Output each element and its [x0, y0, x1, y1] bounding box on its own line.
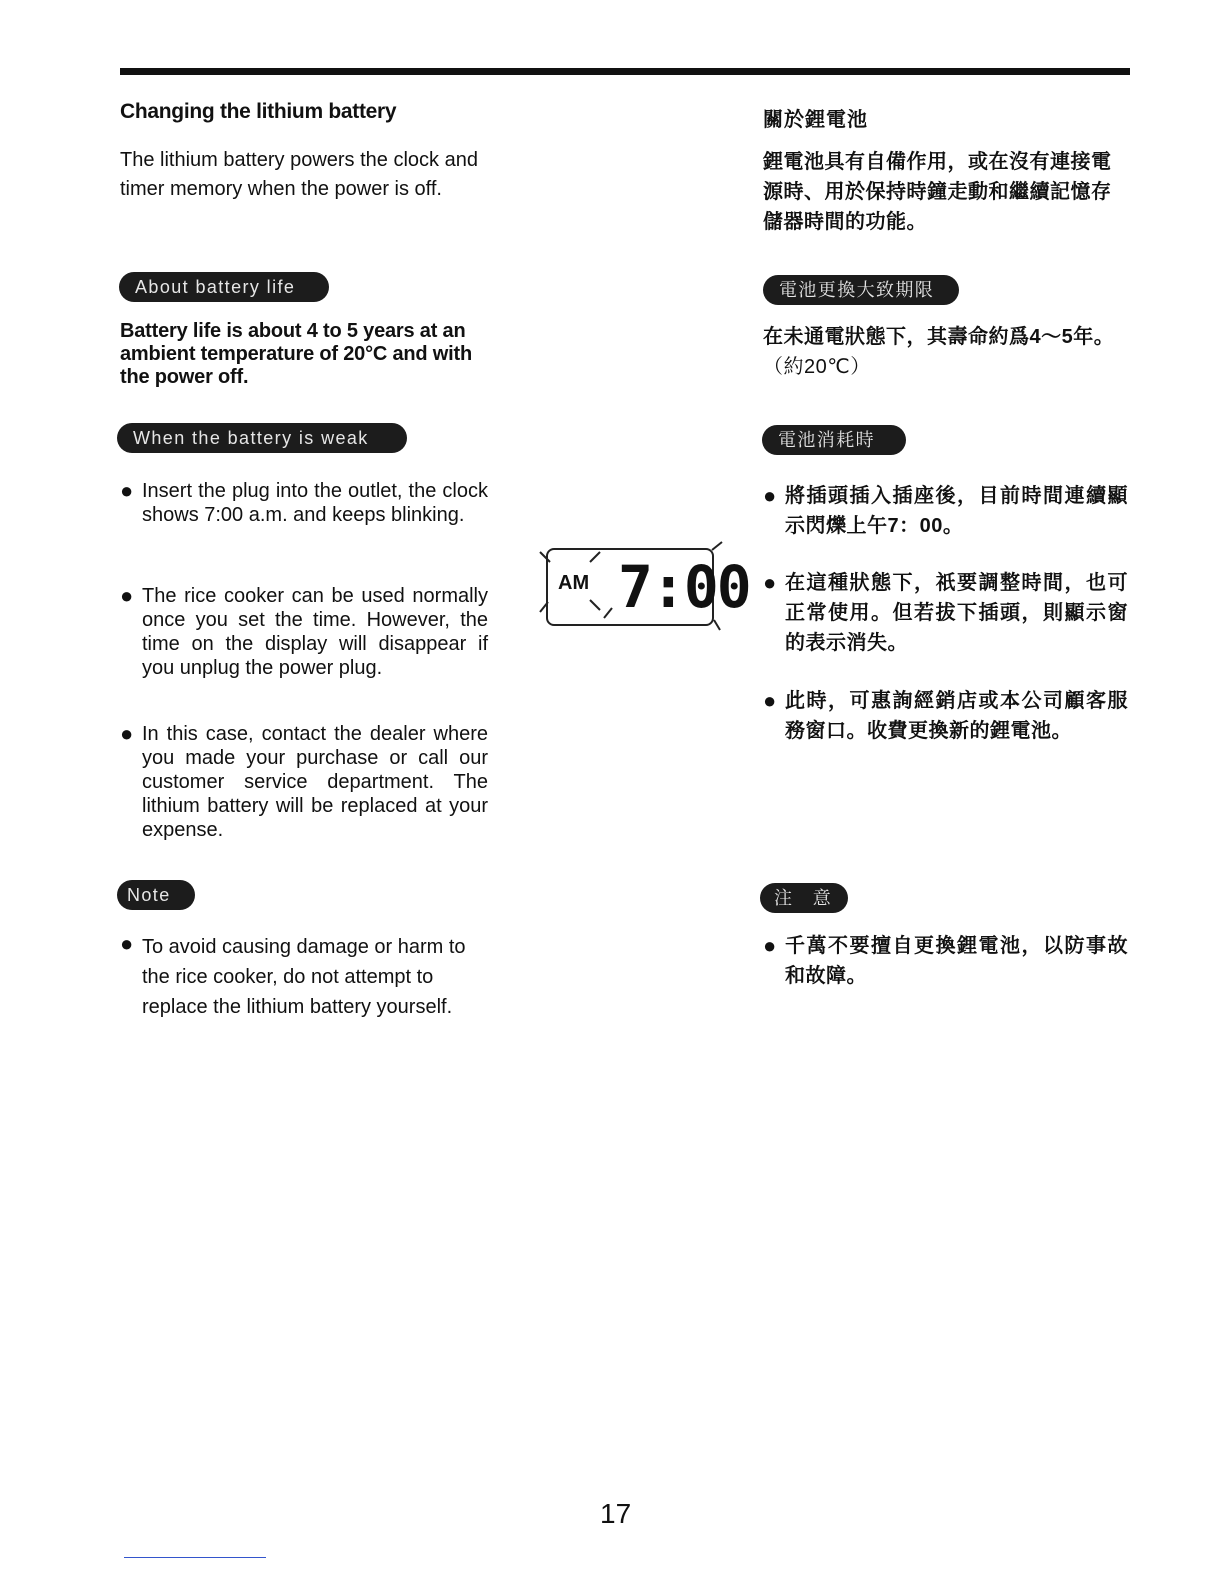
bullet-text: The rice cooker can be used normally once you set the time. However, the time on the display will disappear if you unplug the power plug. [142, 585, 488, 679]
bullet-text: To avoid causing damage or harm to the rice cooker, do not attempt to replace the lithium battery yourself. [142, 936, 466, 1018]
bullet-dot: ● [763, 933, 777, 958]
bullet-text: In this case, contact the dealer where you made your purchase or call our customer service department. The lithium battery will be replaced at your expense. [142, 723, 488, 841]
note-bullet-en [120, 932, 488, 1022]
bullet-dot: ● [120, 583, 134, 608]
intro-text-en: The lithium battery powers the clock and timer memory when the power is off. [120, 149, 478, 200]
bullet-item-zh-3 [763, 686, 1128, 746]
bullet-item-en-3 [120, 722, 488, 842]
section-title-zh: 關於鋰電池 [763, 109, 868, 131]
bullet-dot: ● [763, 570, 777, 595]
pill-battery-life-en: About battery life [119, 272, 329, 302]
bullet-item-en-2 [120, 584, 488, 680]
section-title-en: Changing the lithium battery [120, 100, 397, 123]
bullet-dot: ● [120, 931, 134, 956]
bullet-item-en-1 [120, 479, 488, 527]
note-bullet-zh [763, 931, 1128, 991]
bullet-text: Insert the plug into the outlet, the clock shows 7:00 a.m. and keeps blinking. [142, 480, 488, 526]
pill-battery-life-zh: 電池更換大致期限 [763, 275, 959, 305]
bullet-text: 在這種狀態下，祇要調整時間，也可正常使用。但若拔下插頭，則顯示窗的表示消失。 [785, 572, 1128, 654]
bullet-dot: ● [120, 721, 134, 746]
bullet-item-zh-1 [763, 481, 1128, 541]
battery-life-text-zh-2: （約20℃） [763, 356, 871, 378]
bullet-dot: ● [763, 483, 777, 508]
bullet-text: 將插頭插入插座後，目前時間連續顯示閃爍上午7：00。 [785, 485, 1128, 537]
blink-marks-icon [538, 540, 728, 640]
top-rule [120, 68, 1130, 75]
pill-weak-en: When the battery is weak [117, 423, 407, 453]
pill-weak-zh: 電池消耗時 [762, 425, 906, 455]
bullet-item-zh-2 [763, 568, 1128, 658]
lcd-time-readout: 7:00 [618, 553, 750, 621]
bullet-text: 千萬不要擅自更換鋰電池，以防事故和故障。 [785, 935, 1128, 987]
intro-text-zh: 鋰電池具有自備作用，或在沒有連接電源時、用於保持時鐘走動和繼續記憶存儲器時間的功能。 [763, 151, 1112, 233]
bullet-text: 此時，可惠詢經銷店或本公司顧客服務窗口。收費更換新的鋰電池。 [785, 690, 1128, 742]
battery-life-text-en: Battery life is about 4 to 5 years at an ambient temperature of 20°C and with the power off. [120, 320, 472, 388]
pill-note-en: Note [117, 880, 195, 910]
footer-rule [124, 1557, 266, 1558]
bullet-dot: ● [120, 478, 134, 503]
battery-life-text-zh-1: 在未通電狀態下，其壽命約爲4～5年。 [763, 326, 1115, 348]
page-number: 17 [600, 1498, 632, 1529]
bullet-dot: ● [763, 688, 777, 713]
lcd-am-label: AM [558, 572, 590, 594]
pill-note-zh: 注 意 [760, 883, 848, 913]
